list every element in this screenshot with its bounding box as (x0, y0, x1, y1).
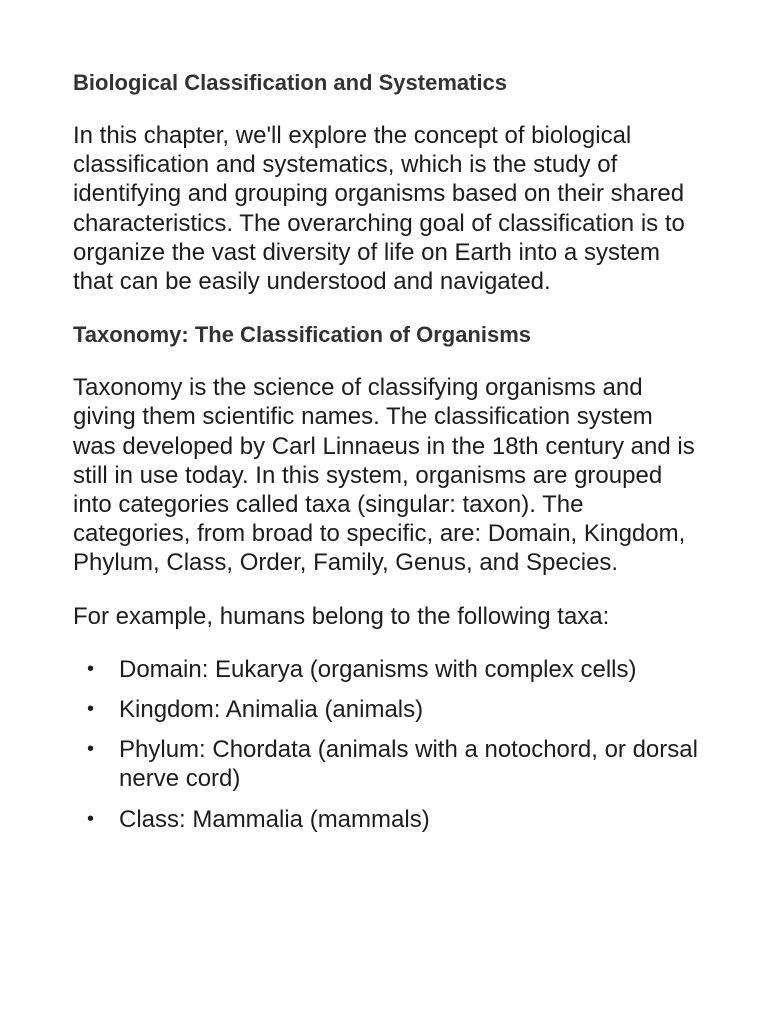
taxonomy-paragraph: Taxonomy is the science of classifying organisms and giving them scientific names. The classification system was developed by Carl Linnaeus in the 18th century and is still in use today. In this system, organisms are grouped into categories called taxa (singular: taxon). The categories, from broad to specific, are: Domain, Kingdom, Phylum, Class, Order, Family, Genus, and Species. (73, 374, 695, 577)
bullet-icon: • (87, 698, 95, 721)
taxa-list (73, 655, 698, 834)
section-heading-taxonomy: Taxonomy: The Classification of Organisms (73, 322, 532, 348)
bullet-icon: • (87, 657, 95, 680)
section-heading-biological-classification: Biological Classification and Systematics (73, 70, 508, 95)
bullet-icon: • (87, 807, 95, 830)
list-item (73, 805, 698, 834)
bullet-icon: • (87, 738, 95, 761)
list-item (73, 735, 698, 793)
list-item (73, 655, 698, 684)
intro-paragraph: In this chapter, we'll explore the concept of biological classification and systematics, which is the study of identifying and grouping organisms based on their shared characteristics. The overarching goal of classification is to organize the vast diversity of life on Earth into a system that can be easily understood and navigated. (73, 122, 685, 296)
list-item (73, 695, 698, 724)
example-intro-paragraph: For example, humans belong to the following taxa: (73, 602, 610, 630)
list-item-text: Kingdom: Animalia (animals) (119, 696, 424, 724)
list-item-text: Domain: Eukarya (organisms with complex cells) (119, 655, 637, 683)
list-item-text: Class: Mammalia (mammals) (119, 805, 430, 833)
list-item-text: Phylum: Chordata (animals with a notochord, or dorsal nerve cord) (119, 736, 698, 793)
